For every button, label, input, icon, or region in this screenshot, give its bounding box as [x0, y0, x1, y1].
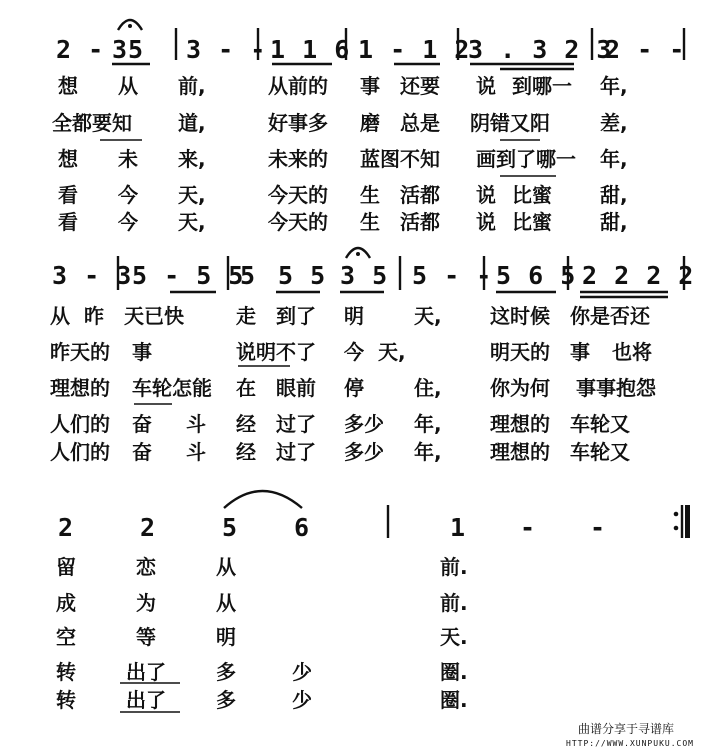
lyric-word: 前.: [440, 555, 468, 579]
lyric-word: 经: [236, 412, 256, 436]
note-group: 2: [58, 513, 75, 542]
lyric-word: 事: [360, 74, 380, 98]
lyric-word: 想: [58, 147, 78, 171]
lyric-word: 天,: [378, 340, 406, 364]
lyric-word: 生: [360, 210, 380, 234]
lyric-word: 想: [58, 74, 78, 98]
lyric-word: 从前的: [268, 74, 328, 98]
lyric-word: 年,: [414, 412, 442, 436]
lyric-word: 过了: [276, 440, 316, 464]
lyric-word: 说: [476, 74, 496, 98]
lyric-word: 圈.: [440, 660, 468, 684]
lyric-word: 道,: [178, 111, 206, 135]
lyric-word: 眼前: [276, 376, 316, 400]
note-group: 5 5: [278, 261, 327, 290]
lyric-word: 总是: [400, 111, 440, 135]
lyric-word: 你是否还: [570, 304, 650, 328]
lyric-word: 未: [118, 147, 138, 171]
lyric-word: 留: [56, 555, 76, 579]
note-group: 5 - -: [412, 261, 493, 290]
lyric-word: 恋: [136, 555, 156, 579]
site-url: HTTP://WWW.XUNPUKU.COM: [566, 739, 694, 748]
note-group: 2: [140, 513, 157, 542]
lyric-word: 活都: [400, 210, 440, 234]
note-group: 5 - 5 5: [132, 261, 245, 290]
lyric-word: 你为何: [490, 376, 550, 400]
lyric-word: 到了: [276, 304, 316, 328]
lyric-word: 多少: [344, 440, 384, 464]
lyric-word: 天已快: [124, 304, 184, 328]
lyric-word: 转: [56, 688, 76, 712]
lyric-word: 好事多: [268, 111, 328, 135]
lyric-word: 多: [216, 688, 236, 712]
lyric-word: 奋: [132, 440, 152, 464]
lyric-word: 未来的: [268, 147, 328, 171]
lyric-word: 奋: [132, 412, 152, 436]
lyric-word: 甜,: [600, 210, 628, 234]
note-group: 3 . 3 2 3: [468, 35, 613, 64]
note-group: 3 - 3: [52, 261, 133, 290]
lyric-word: 看: [58, 183, 78, 207]
lyric-word: 明: [344, 304, 364, 328]
lyric-word: 过了: [276, 412, 316, 436]
lyric-word: 理想的: [490, 412, 550, 436]
lyric-word: 蓝图不知: [360, 147, 440, 171]
note-group: 1 - 1 2: [358, 35, 471, 64]
fermata-dot: [356, 252, 360, 256]
fermata-dot: [128, 24, 132, 28]
lyric-word: 比蜜: [512, 210, 552, 234]
lyric-word: 昨天的: [50, 340, 110, 364]
note-group: 35: [112, 35, 145, 64]
lyric-word: 转: [56, 660, 76, 684]
note-group: 3 5: [340, 261, 389, 290]
lyric-word: 圈.: [440, 688, 468, 712]
note-group: 5: [240, 261, 257, 290]
lyric-word: 画到了哪一: [476, 147, 576, 171]
lyric-word: 人们的: [50, 440, 110, 464]
lyric-word: 年,: [414, 440, 442, 464]
lyric-word: 今: [118, 210, 138, 234]
lyric-word: 走: [236, 304, 256, 328]
lyric-word: 这时候: [490, 304, 550, 328]
lyric-word: 为: [136, 591, 156, 615]
site-name: 曲谱分享于寻谱库: [578, 722, 675, 736]
lyric-word: 事: [570, 340, 590, 364]
lyric-word: 还要: [400, 74, 440, 98]
lyric-word: 从: [118, 74, 138, 98]
lyric-word: 斗: [186, 412, 206, 436]
lyric-word: 今: [344, 340, 364, 364]
lyric-word: 活都: [400, 183, 440, 207]
lyric-word: 今天的: [268, 183, 328, 207]
lyric-word: 说: [476, 210, 496, 234]
note-group: 6: [294, 513, 311, 542]
lyric-word: 出了: [126, 660, 166, 684]
lyric-word: 说: [476, 183, 496, 207]
lyric-word: 成: [56, 591, 76, 615]
lyric-word: 全都要知: [52, 111, 132, 135]
lyric-word: 少: [292, 660, 312, 684]
lyric-word: 前,: [178, 74, 206, 98]
note-group: 1 1 6: [270, 35, 351, 64]
lyric-word: 从: [50, 304, 70, 328]
lyric-word: 年,: [600, 74, 628, 98]
lyric-word: 人们的: [50, 412, 110, 436]
lyric-word: 比蜜: [512, 183, 552, 207]
lyric-word: 明: [216, 625, 236, 649]
fermata: [346, 248, 370, 258]
lyric-word: 从: [216, 591, 236, 615]
final-thick-bar: [685, 505, 690, 538]
lyric-word: 空: [56, 625, 76, 649]
lyric-word: 斗: [186, 440, 206, 464]
note-group: 2 - -: [605, 35, 686, 64]
lyric-word: 多少: [344, 412, 384, 436]
lyric-word: 到哪一: [512, 74, 572, 98]
note-group: 2 2 2 2: [582, 261, 695, 290]
lyric-word: 等: [136, 625, 156, 649]
lyric-word: 前.: [440, 591, 468, 615]
lyric-word: 看: [58, 210, 78, 234]
lyric-word: 明天的: [490, 340, 550, 364]
note-group: -: [520, 513, 537, 542]
lyric-word: 来,: [178, 147, 206, 171]
lyric-word: 经: [236, 440, 256, 464]
repeat-dot: [674, 526, 679, 531]
lyric-word: 出了: [126, 688, 166, 712]
note-group: -: [590, 513, 607, 542]
lyric-word: 阴错又阳: [470, 111, 550, 135]
lyric-word: 也将: [612, 340, 652, 364]
lyric-word: 生: [360, 183, 380, 207]
lyric-word: 停: [344, 376, 364, 400]
lyric-word: 今天的: [268, 210, 328, 234]
lyric-word: 今: [118, 183, 138, 207]
lyric-word: 差,: [600, 111, 628, 135]
slur: [224, 491, 302, 508]
repeat-dot: [674, 512, 679, 517]
lyric-word: 年,: [600, 147, 628, 171]
lyric-word: 车轮怎能: [132, 376, 212, 400]
lyric-word: 车轮又: [570, 412, 630, 436]
lyric-word: 天,: [178, 210, 206, 234]
note-group: 3 - -: [186, 35, 267, 64]
note-group: 1: [450, 513, 467, 542]
lyric-word: 天,: [178, 183, 206, 207]
lyric-word: 住,: [414, 376, 442, 400]
lyric-word: 天,: [414, 304, 442, 328]
lyric-word: 甜,: [600, 183, 628, 207]
lyric-word: 理想的: [490, 440, 550, 464]
note-group: 5: [222, 513, 239, 542]
note-group: 5 6 5: [496, 261, 577, 290]
lyric-word: 磨: [360, 111, 380, 135]
lyric-word: 多: [216, 660, 236, 684]
lyric-word: 少: [292, 688, 312, 712]
lyric-word: 在: [236, 376, 256, 400]
lyric-word: 理想的: [50, 376, 110, 400]
lyric-word: 车轮又: [570, 440, 630, 464]
note-group: 2 -: [56, 35, 105, 64]
lyric-word: 事: [132, 340, 152, 364]
fermata: [118, 20, 142, 30]
lyric-word: 天.: [440, 625, 468, 649]
lyric-word: 说明不了: [236, 340, 316, 364]
lyric-word: 从: [216, 555, 236, 579]
lyric-word: 昨: [84, 304, 104, 328]
lyric-word: 事事抱怨: [576, 376, 656, 400]
